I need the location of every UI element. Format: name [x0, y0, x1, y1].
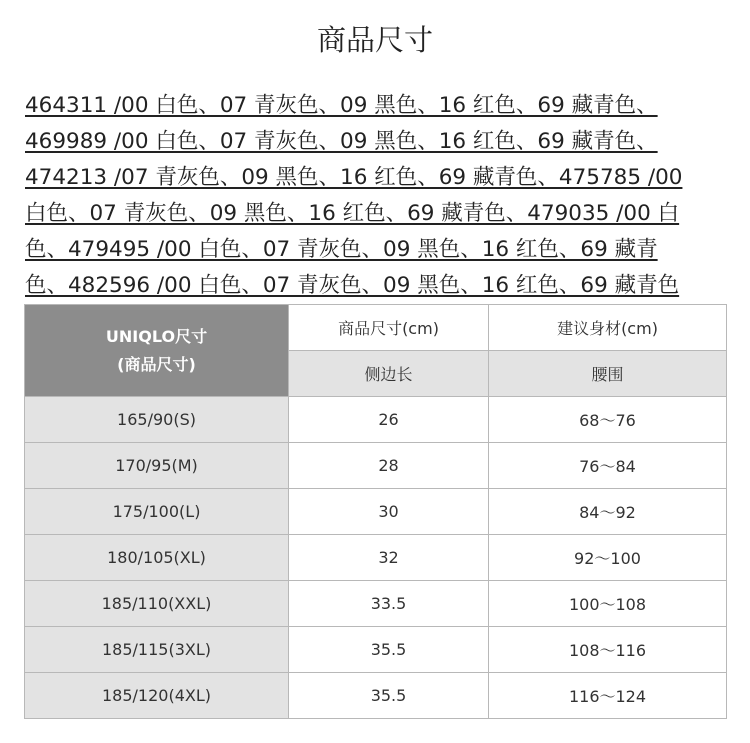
cell-size: 185/115(3XL): [25, 627, 289, 673]
product-codes-text: [25, 88, 727, 304]
cell-waist: 84～92: [489, 489, 727, 535]
header-product-size: 商品尺寸(cm): [289, 305, 489, 351]
table-row: [25, 627, 727, 673]
cell-waist: 92～100: [489, 535, 727, 581]
product-codes-line: 464311 /00 白色、07 青灰色、09 黑色、16 红色、69 藏青色、: [25, 93, 658, 118]
product-codes-line: 469989 /00 白色、07 青灰色、09 黑色、16 红色、69 藏青色、: [25, 129, 658, 154]
cell-waist: 108～116: [489, 627, 727, 673]
header-uniqlo-size-line1: UNIQLO尺寸: [105, 326, 208, 346]
product-codes-line: 色、479495 /00 白色、07 青灰色、09 黑色、16 红色、69 藏青: [25, 237, 658, 262]
header-side-length: 侧边长: [289, 351, 489, 397]
cell-side-length: 33.5: [289, 581, 489, 627]
table-row: [25, 581, 727, 627]
cell-waist: 76～84: [489, 443, 727, 489]
table-row: [25, 489, 727, 535]
product-codes-line: 474213 /07 青灰色、09 黑色、16 红色、69 藏青色、475785 /00: [25, 165, 683, 190]
cell-size: 180/105(XL): [25, 535, 289, 581]
cell-side-length: 35.5: [289, 627, 489, 673]
page-title: 商品尺寸: [316, 23, 433, 57]
cell-waist: 116～124: [489, 673, 727, 719]
header-body-size: 建议身材(cm): [489, 305, 727, 351]
header-waist: 腰围: [489, 351, 727, 397]
cell-size: 165/90(S): [25, 397, 289, 443]
cell-side-length: 28: [289, 443, 489, 489]
cell-side-length: 32: [289, 535, 489, 581]
cell-size: 170/95(M): [25, 443, 289, 489]
table-row: [25, 673, 727, 719]
cell-side-length: 35.5: [289, 673, 489, 719]
table-row: [25, 397, 727, 443]
cell-size: 185/110(XXL): [25, 581, 289, 627]
table-row: [25, 535, 727, 581]
size-table: [24, 304, 727, 719]
header-uniqlo-size-line2: (商品尺寸): [117, 354, 196, 374]
product-codes-line: 色、482596 /00 白色、07 青灰色、09 黑色、16 红色、69 藏青色: [25, 273, 680, 298]
cell-side-length: 30: [289, 489, 489, 535]
cell-size: 185/120(4XL): [25, 673, 289, 719]
cell-side-length: 26: [289, 397, 489, 443]
table-row: [25, 443, 727, 489]
cell-waist: 100～108: [489, 581, 727, 627]
cell-size: 175/100(L): [25, 489, 289, 535]
header-uniqlo-size: [25, 305, 289, 397]
product-codes-line: 白色、07 青灰色、09 黑色、16 红色、69 藏青色、479035 /00 白: [25, 201, 680, 226]
cell-waist: 68～76: [489, 397, 727, 443]
